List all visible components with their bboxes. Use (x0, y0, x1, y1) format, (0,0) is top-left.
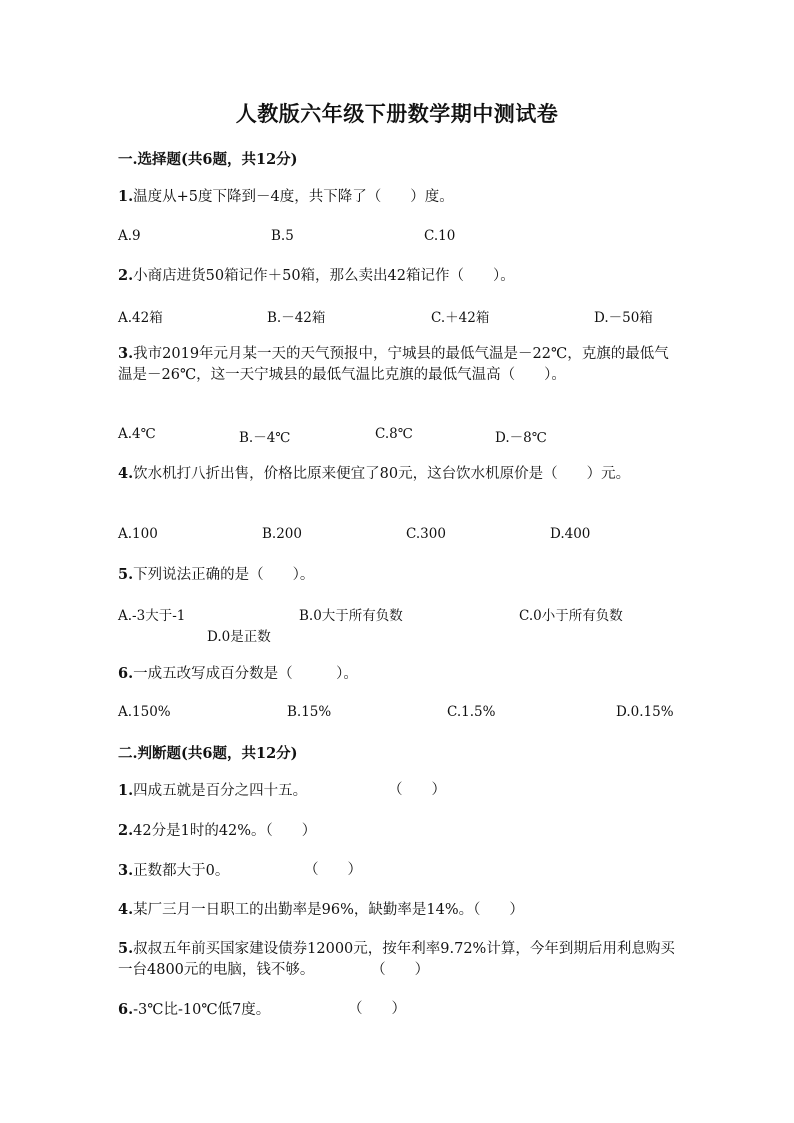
option-b: B.15% (287, 704, 332, 720)
option-b: B.－4℃ (239, 430, 291, 446)
question-number: 1. (118, 782, 134, 799)
choice-question-3 (118, 343, 678, 386)
judge-question-6 (118, 999, 678, 1021)
question-number: 4. (118, 465, 134, 482)
question-number: 3. (118, 345, 134, 362)
section-heading-judge: 二.判断题(共6题，共12分) (118, 745, 298, 762)
question-text: 温度从+5度下降到－4度，共下降了（ ）度。 (133, 189, 454, 205)
question-text: 某厂三月一日职工的出勤率是96%，缺勤率是14%。（ ） (133, 902, 524, 918)
question-number: 4. (118, 901, 134, 918)
option-a: A.9 (118, 228, 141, 244)
option-d: D.0是正数 (207, 629, 271, 645)
question-number: 6. (118, 1001, 134, 1018)
option-c: C.300 (406, 526, 446, 542)
question-number: 1. (118, 188, 134, 205)
option-a: A.-3大于-1 (118, 608, 186, 624)
question-number: 6. (118, 665, 134, 682)
choice-question-5 (118, 564, 678, 586)
option-c: C.1.5% (447, 704, 496, 720)
option-d: D.－8℃ (495, 430, 547, 446)
option-c: C.10 (424, 228, 456, 244)
option-c: C.＋42箱 (431, 310, 490, 326)
page-title: 人教版六年级下册数学期中测试卷 (235, 101, 559, 126)
question-text: 一成五改写成百分数是（ ）。 (133, 666, 358, 682)
option-a: A.150% (118, 704, 171, 720)
choice-question-6 (118, 663, 678, 685)
question-text: -3℃比-10℃低7度。 (133, 1002, 271, 1018)
question-text: 42分是1时的42%。（ ） (133, 823, 317, 839)
option-b: B.200 (262, 526, 302, 542)
choice-question-2 (118, 265, 678, 287)
question-number: 2. (118, 822, 134, 839)
answer-blank: （ ） (348, 1001, 406, 1017)
choice-question-4 (118, 463, 678, 485)
question-number: 3. (118, 862, 134, 879)
option-b: B.－42箱 (267, 310, 326, 326)
option-d: D.－50箱 (594, 310, 653, 326)
question-number: 5. (118, 566, 134, 583)
judge-question-2 (118, 820, 678, 842)
judge-question-3 (118, 860, 678, 882)
judge-question-4 (118, 899, 678, 921)
question-text: 下列说法正确的是（ ）。 (133, 567, 315, 583)
judge-question-1 (118, 780, 678, 802)
option-b: B.0大于所有负数 (299, 608, 403, 624)
option-a: A.4℃ (118, 426, 156, 442)
option-c: C.8℃ (375, 426, 413, 442)
option-c: C.0小于所有负数 (519, 608, 623, 624)
option-a: A.42箱 (118, 310, 163, 326)
question-text: 饮水机打八折出售，价格比原来便宜了80元，这台饮水机原价是（ ）元。 (133, 466, 631, 482)
question-text: 叔叔五年前买国家建设债券12000元，按年利率9.72%计算，今年到期后用利息购买一台4800元的电脑，钱不够。 (118, 941, 675, 978)
question-text: 四成五就是百分之四十五。 (133, 783, 308, 799)
option-b: B.5 (271, 228, 294, 244)
answer-blank: （ ） (378, 962, 430, 978)
answer-blank: （ ） (304, 862, 362, 878)
question-number: 5. (118, 940, 134, 957)
option-d: D.0.15% (616, 704, 674, 720)
question-text: 我市2019年元月某一天的天气预报中，宁城县的最低气温是－22℃，克旗的最低气温是－26℃，这一天宁城县的最低气温比克旗的最低气温高（ ）。 (118, 346, 669, 383)
answer-blank: （ ） (388, 782, 446, 798)
choice-question-1 (118, 186, 678, 208)
option-a: A.100 (118, 526, 158, 542)
judge-question-5 (118, 938, 678, 981)
question-text: 小商店进货50箱记作＋50箱，那么卖出42箱记作（ ）。 (133, 268, 515, 284)
section-heading-choice: 一.选择题(共6题，共12分) (118, 151, 298, 168)
question-text: 正数都大于0。 (133, 863, 230, 879)
question-number: 2. (118, 267, 134, 284)
option-d: D.400 (550, 526, 591, 542)
